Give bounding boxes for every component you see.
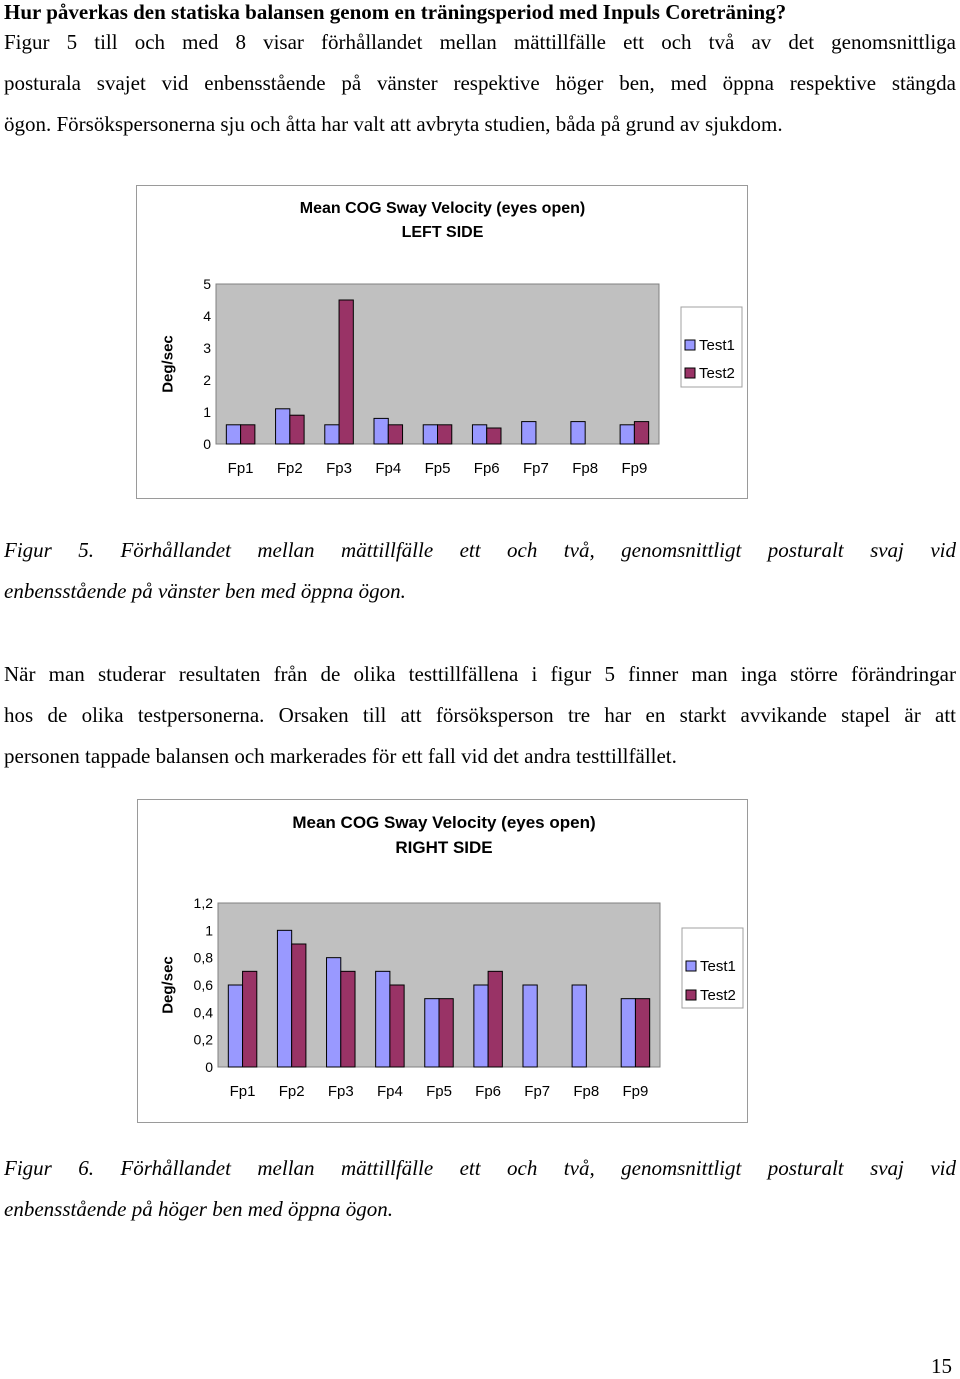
x-tick-label: Fp8 xyxy=(572,460,599,477)
bar-test2 xyxy=(634,422,648,444)
y-axis-label: Deg/sec xyxy=(159,956,177,1014)
x-tick-label: Fp8 xyxy=(573,1083,600,1100)
bar-test2 xyxy=(439,999,453,1067)
y-tick-label: 3 xyxy=(203,340,211,356)
body-line: hos de olika testpersonerna. Orsaken till att försöksperson tre har en starkt avvikande stapel är att xyxy=(4,703,956,727)
bar-test1 xyxy=(277,930,291,1067)
x-tick-label: Fp5 xyxy=(426,1083,452,1100)
y-tick-label: 1,2 xyxy=(193,895,213,911)
bar-test2 xyxy=(488,971,502,1067)
legend-swatch-test1 xyxy=(685,340,695,350)
bar-test1 xyxy=(620,425,634,444)
figure6-chart xyxy=(137,799,748,1123)
x-tick-label: Fp6 xyxy=(473,460,500,477)
caption-line: Figur 6. Förhållandet mellan mättillfälle ett och två, genomsnittligt posturalt svaj vid xyxy=(4,1156,956,1180)
body-line: När man studerar resultaten från de olika testtillfällena i figur 5 finner man inga större förändringar xyxy=(4,662,956,686)
caption-line: enbensstående på höger ben med öppna ögon. xyxy=(4,1197,394,1221)
x-tick-label: Fp5 xyxy=(424,460,451,477)
y-tick-label: 0,2 xyxy=(193,1031,213,1048)
legend-swatch-test2 xyxy=(686,990,696,1000)
x-tick-label: Fp6 xyxy=(475,1083,502,1100)
y-tick-label: 0 xyxy=(203,436,211,452)
page-number: 15 xyxy=(931,1354,952,1378)
bar-test2 xyxy=(241,425,255,444)
legend-label-test2: Test2 xyxy=(700,987,736,1004)
bar-test2 xyxy=(290,415,304,444)
legend-swatch-test1 xyxy=(686,961,696,971)
bar-test2 xyxy=(438,425,452,444)
chart-subtitle: LEFT SIDE xyxy=(401,224,484,241)
x-tick-label: Fp9 xyxy=(622,1083,649,1100)
bar-test2 xyxy=(339,300,353,444)
y-tick-label: 0 xyxy=(205,1059,213,1075)
intro-line: Figur 5 till och med 8 visar förhållandet mellan mättillfälle ett och två av det genomsnittliga xyxy=(4,30,956,54)
x-tick-label: Fp1 xyxy=(229,1083,256,1100)
y-tick-label: 0,4 xyxy=(193,1004,213,1021)
y-tick-label: 0,6 xyxy=(193,977,213,993)
body-line: personen tappade balansen och markerades för ett fall vid det andra testtillfället. xyxy=(4,744,677,768)
caption-line: Figur 5. Förhållandet mellan mättillfälle ett och två, genomsnittligt posturalt svaj vid xyxy=(4,538,956,562)
bar-test2 xyxy=(341,971,355,1067)
x-tick-label: Fp9 xyxy=(621,460,648,477)
bar-test2 xyxy=(390,985,404,1067)
bar-test2 xyxy=(292,944,306,1067)
bar-test2 xyxy=(388,425,402,444)
chart-title: Mean COG Sway Velocity (eyes open) xyxy=(292,813,596,832)
figure5-caption xyxy=(4,530,956,612)
section-heading: Hur påverkas den statiska balansen genom en träningsperiod med Inpuls Coreträning? xyxy=(4,0,787,24)
y-axis-label: Deg/sec xyxy=(159,335,177,393)
bar-test1 xyxy=(423,425,437,444)
bar-test1 xyxy=(621,999,635,1067)
x-tick-label: Fp2 xyxy=(278,1083,305,1100)
bar-test1 xyxy=(228,985,242,1067)
bar-test1 xyxy=(327,958,341,1067)
bar-test1 xyxy=(523,985,537,1067)
x-tick-label: Fp7 xyxy=(523,460,549,477)
x-tick-label: Fp7 xyxy=(524,1083,551,1100)
bar-test1 xyxy=(522,422,536,444)
bar-test1 xyxy=(276,409,290,444)
bar-test2 xyxy=(487,428,501,444)
bar-test1 xyxy=(376,971,390,1067)
x-tick-label: Fp4 xyxy=(376,1083,403,1100)
x-tick-label: Fp3 xyxy=(327,1083,354,1100)
bar-test2 xyxy=(635,999,649,1067)
bar-test1 xyxy=(374,418,388,444)
chart-title: Mean COG Sway Velocity (eyes open) xyxy=(299,200,586,217)
figure5-chart-svg xyxy=(137,186,747,498)
y-tick-label: 5 xyxy=(203,276,211,292)
x-tick-label: Fp4 xyxy=(375,460,402,477)
bar-test1 xyxy=(226,425,240,444)
intro-line: posturala svajet vid enbensstående på vänster respektive höger ben, med öppna respektive stängda xyxy=(4,71,956,95)
intro-line: ögon. Försökspersonerna sju och åtta har valt att avbryta studien, båda på grund av sjukdom. xyxy=(4,112,783,136)
legend-label-test1: Test1 xyxy=(699,337,735,354)
caption-line: enbensstående på vänster ben med öppna ögon. xyxy=(4,579,406,603)
chart-subtitle: RIGHT SIDE xyxy=(395,838,493,857)
x-tick-label: Fp2 xyxy=(276,460,303,477)
y-tick-label: 1 xyxy=(205,922,213,939)
y-tick-label: 4 xyxy=(203,308,211,324)
figure5-chart xyxy=(136,185,748,499)
figure6-caption xyxy=(4,1148,956,1230)
bar-test1 xyxy=(325,425,339,444)
legend-label-test2: Test2 xyxy=(699,365,735,382)
x-tick-label: Fp3 xyxy=(326,460,352,477)
bar-test1 xyxy=(472,425,486,444)
legend-label-test1: Test1 xyxy=(700,958,736,975)
y-tick-label: 0,8 xyxy=(193,949,213,966)
y-tick-label: 2 xyxy=(203,372,211,388)
body-paragraph xyxy=(4,654,956,777)
intro-paragraph xyxy=(4,22,956,145)
y-tick-label: 1 xyxy=(203,404,211,420)
figure6-chart-svg xyxy=(138,800,747,1122)
legend-swatch-test2 xyxy=(685,368,695,378)
bar-test1 xyxy=(474,985,488,1067)
bar-test1 xyxy=(425,999,439,1067)
bar-test2 xyxy=(243,971,257,1067)
bar-test1 xyxy=(571,422,585,444)
x-tick-label: Fp1 xyxy=(227,460,254,477)
bar-test1 xyxy=(572,985,586,1067)
